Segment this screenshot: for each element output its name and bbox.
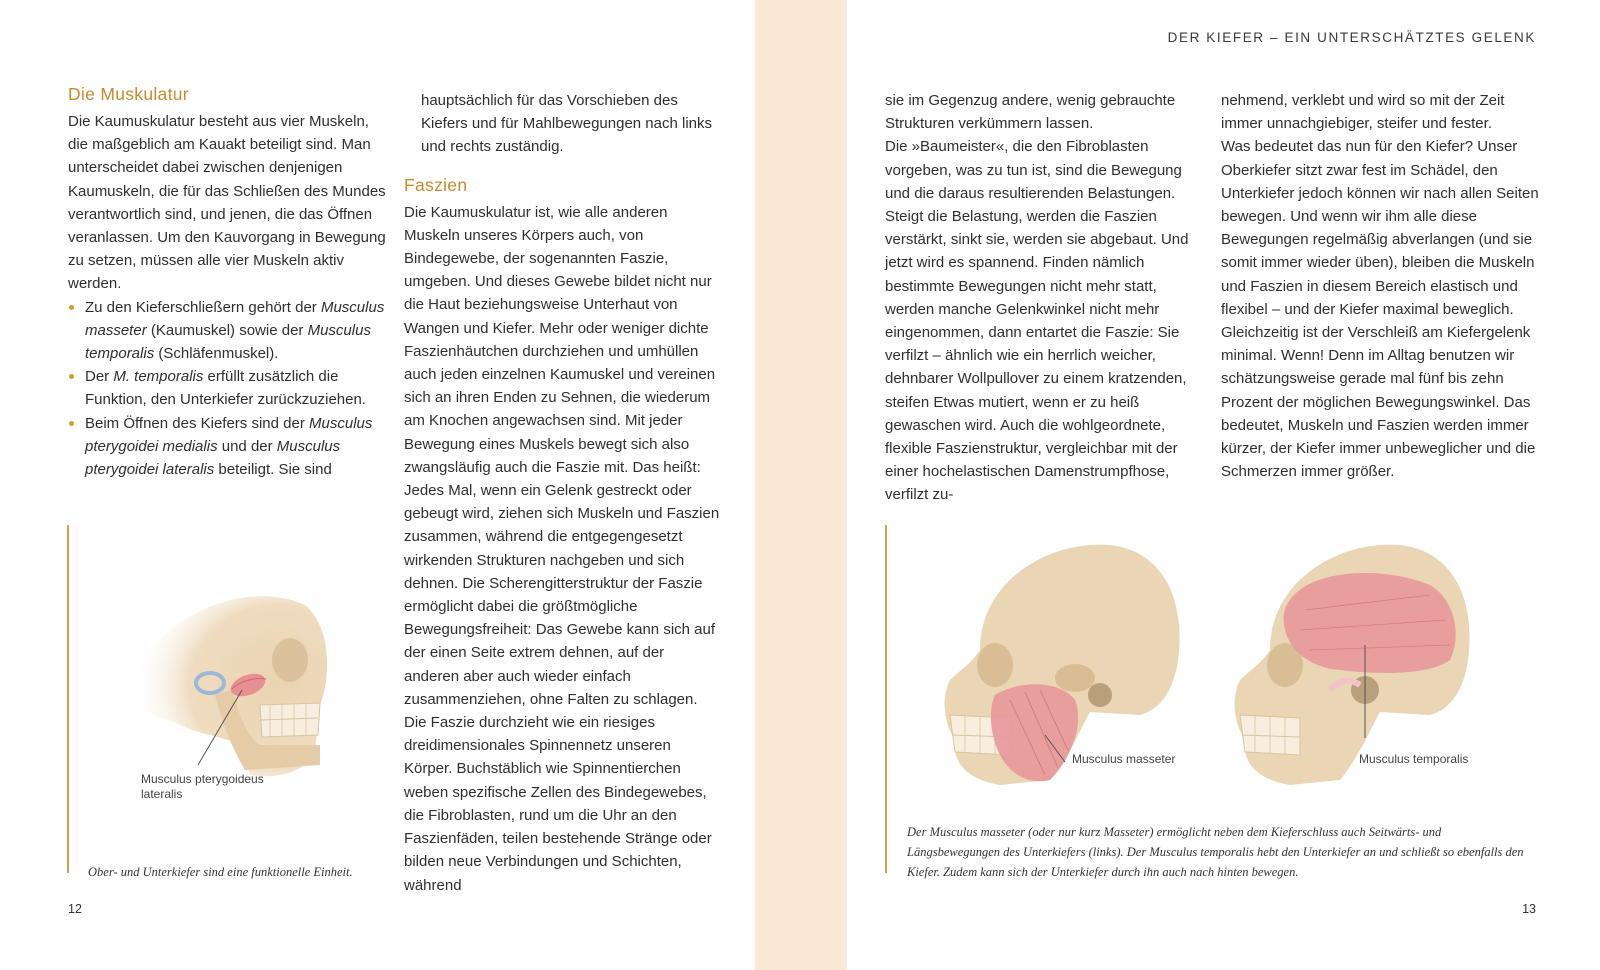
paragraph-intro: Die Kaumuskulatur besteht aus vier Muskeln, die maßgeblich am Kauakt beteiligt sind. Man unterscheidet dabei zwischen denjenigen Kaumuskeln, die für das Schließen des Mundes verantwortlich sind, und jenen, die das Öffnen veranlassen. Um den Kauvorgang in Bewegung zu setzen, müssen alle vier Muskeln aktiv werden. bbox=[68, 113, 386, 293]
column-4 bbox=[1221, 89, 1539, 483]
column-3 bbox=[885, 89, 1203, 507]
figure-caption-left: Ober- und Unterkiefer sind eine funktionelle Einheit. bbox=[88, 865, 353, 879]
section-heading-muskulatur: Die Muskulatur bbox=[68, 84, 189, 104]
paragraph-col3-2: Die »Baumeister«, die den Fibroblasten vorgeben, was zu tun ist, sind die Bewegung und die daraus resultierenden Belastungen. Steigt die Belastung, werden die Faszien verstärkt, sinkt sie, werden sie abgebaut. Und jetzt wird es spannend. Finden nämlich bestimmte Bewegungen nicht mehr statt, werden manche Gelenkwinkel nicht mehr eingenommen, dann entartet die Faszie: Sie verfilzt – ähnlich wie ein herrlich weicher, dehnbarer Wollpullover zu einem kratzenden, steifen Etwas mutiert, wenn er zu heiß gewaschen wird. Auch die wohlgeordnete, flexible Faszienstruktur, vergleichbar mit der einer hochelastischen Damenstrumpfhose, verfilzt zu- bbox=[885, 138, 1189, 504]
page-number-left: 12 bbox=[68, 902, 82, 916]
section-heading-faszien: Faszien bbox=[404, 174, 468, 195]
list-item: Beim Öffnen des Kiefers sind der Musculus pterygoidei medialis und der Musculus pterygoidei lateralis beteiligt. Sie sind bbox=[68, 412, 386, 482]
paragraph-faszien-1: Die Kaumuskulatur ist, wie alle anderen Muskeln unseres Körpers auch, von Bindegewebe, der sogenannten Faszie, umgeben. Und dieses Gewebe bildet nicht nur die Haut beziehungsweise Unterhaut von Wangen und Kiefer. Mehr oder weniger dichte Faszienhäutchen durchziehen und umhüllen auch jeden einzelnen Kaumuskel und vereinen sich an ihren Enden zu Sehnen, die wiederum am Knochen angewachsen sind. Mit jeder Bewegung eines Muskels bewegt sich also zwangsläufig auch die Faszie mit. Das heißt: Jedes Mal, wenn ein Gelenk gestreckt oder gebeugt wird, ziehen sich Muskeln und Faszien zusammen, während die entgegengesetzt wirkenden Strukturen nachgeben und sich dehnen. Die Scherengitterstruktur der Faszie ermöglicht dabei die größtmögliche Bewegungsfreiheit: Das Gewebe kann sich auf der einen Seite extrem dehnen, auf der anderen aber auch wieder einfach zusammenziehen, ohne Falten zu schlagen. bbox=[404, 203, 720, 708]
skull-illustration-pterygoideus bbox=[120, 585, 340, 795]
book-gutter bbox=[755, 0, 847, 970]
figure-caption-right: Der Musculus masseter (oder nur kurz Masseter) ermöglicht neben dem Kieferschluss auch Seitwärts- und Längsbewegungen des Unterkiefers (links). Der Musculus temporalis hebt den Unterkiefer an und schließt so ebenfalls den Kiefer. Zudem kann sich der Unterkiefer durch ihn auch nach hinten bewegen. bbox=[907, 825, 1524, 879]
list-item: Der M. temporalis erfüllt zusätzlich die Funktion, den Unterkiefer zurückzuziehen. bbox=[68, 365, 386, 411]
figure-label-masseter: Musculus masseter bbox=[1072, 752, 1176, 766]
column-1 bbox=[68, 82, 386, 481]
figure-rule-left bbox=[67, 525, 69, 873]
figure-label-temporalis: Musculus temporalis bbox=[1359, 752, 1469, 766]
page-number-right: 13 bbox=[1522, 902, 1536, 916]
bullet-list bbox=[68, 296, 386, 482]
list-item: Zu den Kieferschließern gehört der Musculus masseter (Kaumuskel) sowie der Musculus temporalis (Schläfenmuskel). bbox=[68, 296, 386, 366]
figure-label-pterygoideus: Musculus pterygoideus lateralis bbox=[141, 772, 264, 801]
figure-rule-right bbox=[885, 525, 887, 873]
paragraph-col4-2: Was bedeutet das nun für den Kiefer? Unser Oberkiefer sitzt zwar fest im Schädel, den Unterkiefer jedoch können wir nach allen Seiten bewegen. Und wenn wir ihm alle diese Bewegungen regelmäßig abverlangen (und sie somit immer wieder üben), bleiben die Muskeln und Faszien in diesem Bereich elastisch und flexibel – und der Kiefer maximal beweglich. Gleichzeitig ist der Verschleiß am Kiefergelenk minimal. Wenn! Denn im Alltag benutzen wir schätzungsweise gerade mal fünf bis zehn Prozent der möglichen Bewegungswinkel. Das bedeutet, Muskeln und Faszien werden immer kürzer, der Kiefer immer unbeweglicher und die Schmerzen immer größer. bbox=[1221, 138, 1539, 481]
paragraph-col3-1: sie im Gegenzug andere, wenig gebrauchte Strukturen verkümmern lassen. bbox=[885, 92, 1176, 133]
paragraph-faszien-2: Die Faszie durchzieht wie ein riesiges dreidimensionales Spinnennetz unseren Körper. Buchstäblich wie Spinnentierchen weben spezifische Zellen des Bindegewebes, die Fibroblasten, rund um die Uhr an den Faszienfäden, teilen bestehende Stränge oder bilden neue Verbindungen und Schichten, während bbox=[404, 714, 712, 894]
column-2 bbox=[404, 89, 720, 897]
paragraph-continued: hauptsächlich für das Vorschieben des Kiefers und für Mahlbewegungen nach links und rechts zuständig. bbox=[421, 92, 713, 156]
paragraph-col4-1: nehmend, verklebt und wird so mit der Zeit immer unnachgiebiger, steifer und fester. bbox=[1221, 92, 1505, 133]
running-head: DER KIEFER – EIN UNTERSCHÄTZTES GELENK bbox=[1167, 30, 1536, 45]
